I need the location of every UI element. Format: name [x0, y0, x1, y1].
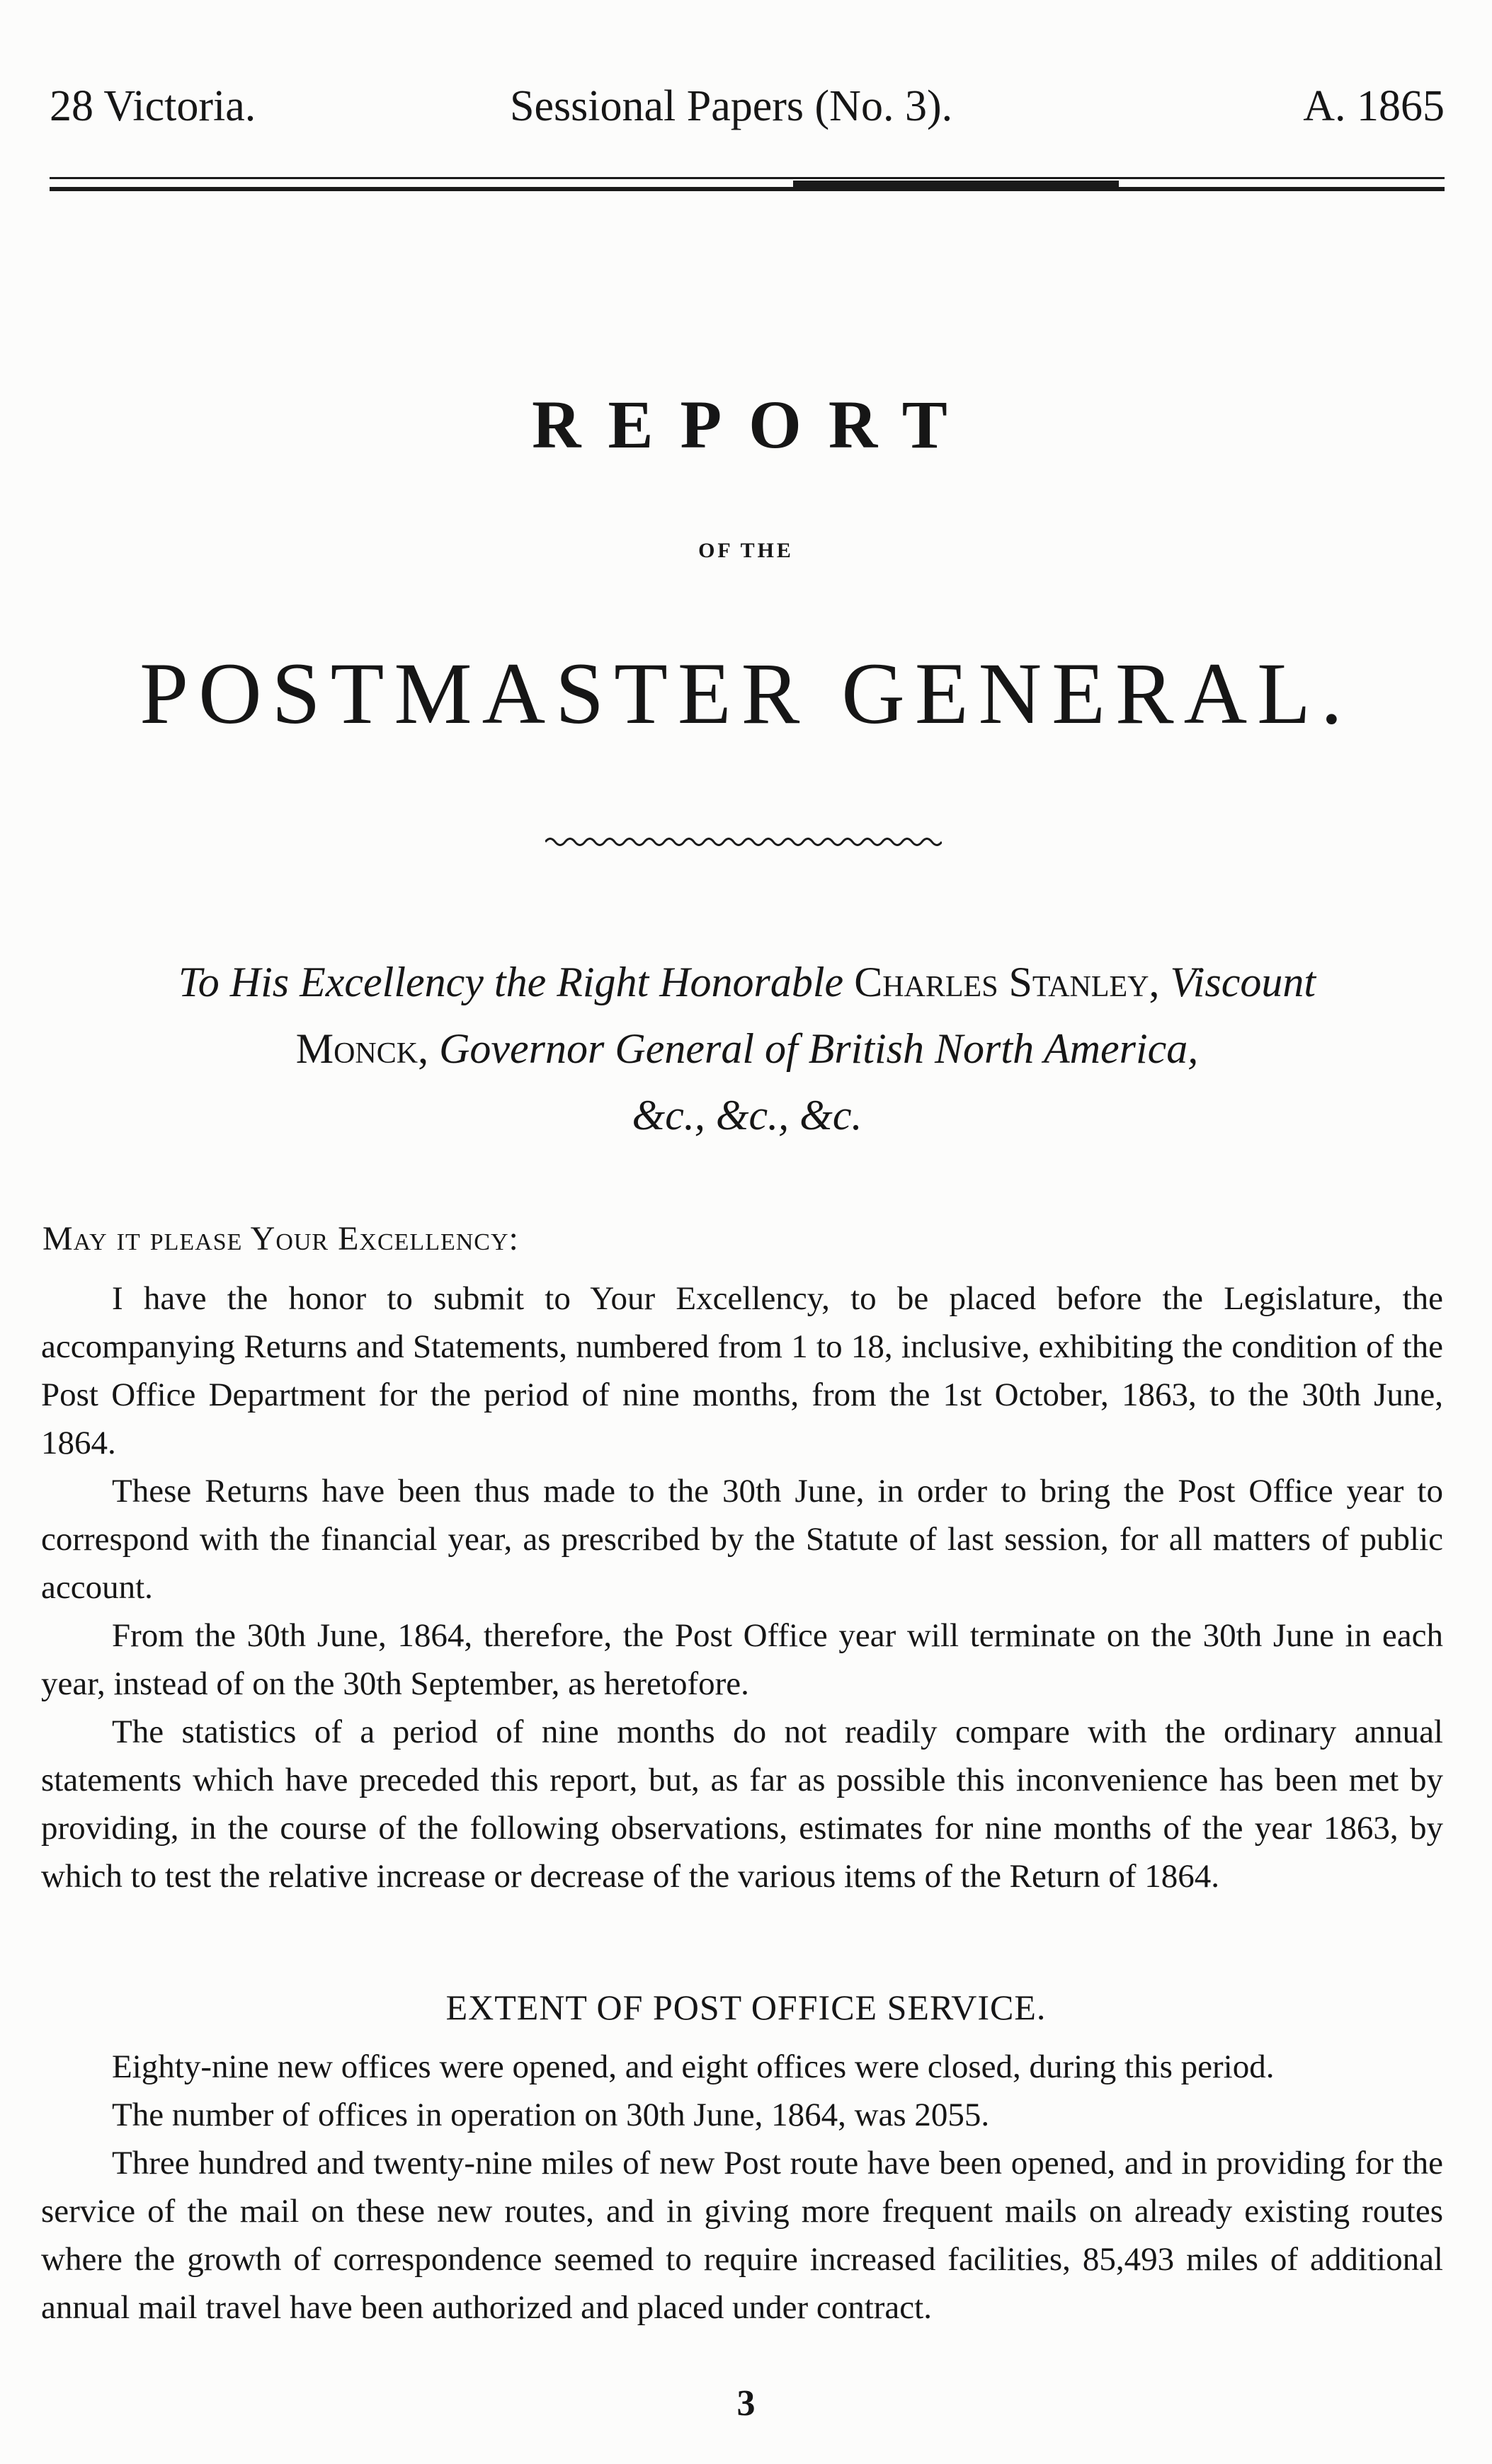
- address-line-2: [42, 1015, 1452, 1082]
- introduction-text: [41, 1274, 1443, 1900]
- header-rule-top: [50, 177, 1445, 179]
- address-office: Governor General of British North America,: [428, 1025, 1199, 1072]
- running-header: [50, 78, 1445, 135]
- paragraph: From the 30th June, 1864, therefore, the Post Office year will terminate on the 30th June in each year, instead of on the 30th September, as heretofore.: [41, 1617, 1443, 1702]
- header-rule-bottom: [50, 187, 1445, 191]
- page-number: 3: [736, 2383, 756, 2424]
- ornamental-wavy-rule: [545, 834, 942, 850]
- address-line-3: &c., &c., &c.: [632, 1092, 862, 1139]
- address-line-1: [42, 949, 1452, 1015]
- dedication-address: [42, 949, 1452, 1148]
- section-text: [41, 2043, 1443, 2332]
- paragraph: The number of offices in operation on 30th June, 1864, was 2055.: [112, 2097, 990, 2133]
- header-sessional-papers: Sessional Papers (No. 3).: [510, 82, 953, 130]
- section-heading: EXTENT OF POST OFFICE SERVICE.: [445, 1987, 1047, 2027]
- header-year: A. 1865: [1303, 82, 1445, 130]
- title-report: REPORT: [532, 387, 974, 462]
- paragraph: Three hundred and twenty-nine miles of new Post route have been opened, and in providing for the service of the mail on these new routes, and in giving more frequent mails on already existing routes where the growth of correspondence seemed to require increased facilities, 85,493 miles of additional annual mail travel have been authorized and placed under contract.: [41, 2145, 1443, 2326]
- header-session: 28 Victoria.: [50, 82, 256, 130]
- address-title: Viscount: [1159, 959, 1316, 1005]
- paragraph: These Returns have been thus made to the 30th June, in order to bring the Post Office year to correspond with the financial year, as prescribed by the Statute of last session, for all matters of public account.: [41, 1473, 1443, 1606]
- address-surname: Monck,: [295, 1025, 429, 1072]
- paragraph: Eighty-nine new offices were opened, and eight offices were closed, during this period.: [112, 2048, 1275, 2085]
- header-rule-thick-segment: [793, 181, 1119, 188]
- salutation: May it please Your Excellency:: [42, 1220, 519, 1257]
- address-name: Charles Stanley,: [854, 959, 1160, 1005]
- title-postmaster-general: POSTMASTER GENERAL.: [139, 645, 1353, 742]
- title-of-the: OF THE: [698, 539, 794, 562]
- address-honorific: To His Excellency the Right Honorable: [178, 959, 855, 1005]
- paragraph: I have the honor to submit to Your Excellency, to be placed before the Legislature, the accompanying Returns and Statements, numbered from 1 to 18, inclusive, exhibiting the condition of the Post Office Department for the period of nine months, from the 1st October, 1863, to the 30th June, 1864.: [41, 1280, 1443, 1461]
- paragraph: The statistics of a period of nine months do not readily compare with the ordinary annual statements which have preceded this report, but, as far as possible this inconvenience has been met by providing, in the course of the following observations, estimates for nine months of the year 1863, by which to test the relative increase or decrease of the various items of the Return of 1864.: [41, 1713, 1443, 1895]
